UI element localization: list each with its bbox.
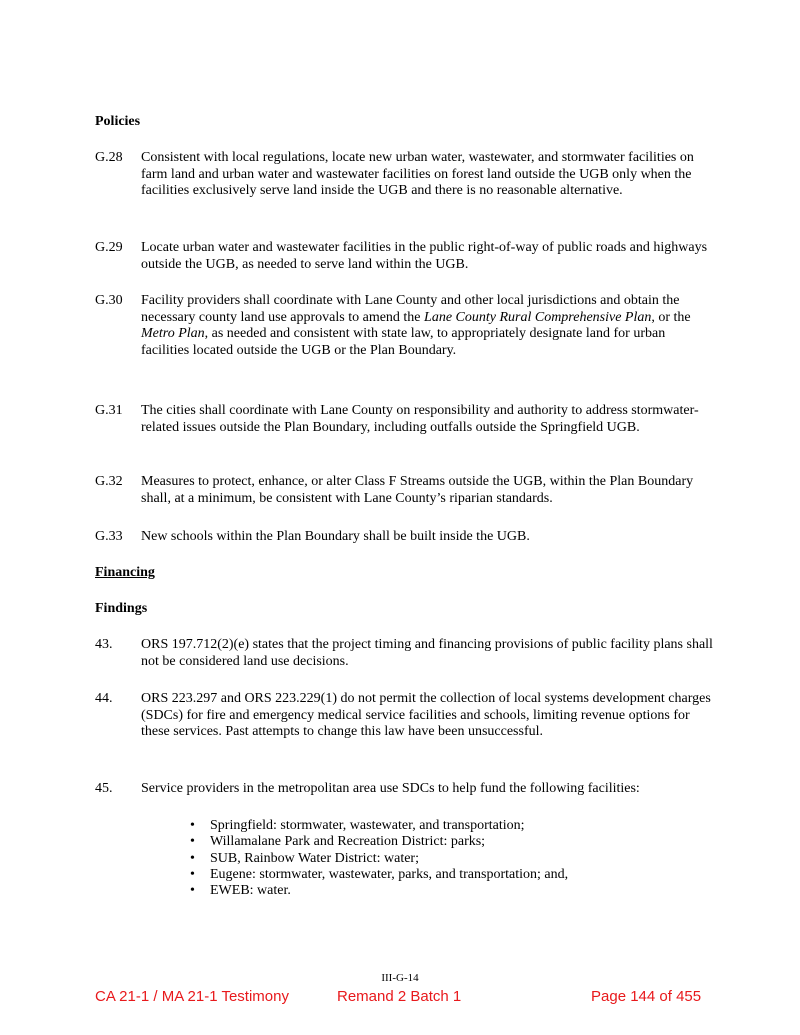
policy-number: G.29 [95, 240, 123, 255]
finding-text: Service providers in the metropolitan area use SDCs to help fund the following facilities: [141, 781, 640, 796]
policy-text-part: , as needed and consistent with state law, to appropriately designate land for urban facilities located outside the UGB or the Plan Boundary. [141, 326, 666, 358]
finding-45 [95, 781, 735, 798]
policy-number: G.32 [95, 474, 123, 489]
list-item [188, 834, 568, 850]
list-item [188, 851, 568, 867]
bullet-icon: • [190, 850, 195, 866]
financing-heading: Financing [95, 565, 155, 580]
policy-text: Measures to protect, enhance, or alter Class F Streams outside the UGB, within the Plan Boundary shall, at a minimum, be consistent with Lane County’s riparian standards. [141, 474, 694, 506]
plan-title-metro: Metro Plan [141, 326, 205, 341]
policy-text: Locate urban water and wastewater facilities in the public right-of-way of public roads and highways outside the UGB, as needed to serve land within the UGB. [141, 240, 708, 272]
bullet-icon: • [190, 883, 195, 899]
finding-44 [95, 691, 715, 741]
list-item [188, 818, 568, 834]
policy-text [141, 293, 715, 359]
policy-number: G.33 [95, 529, 123, 544]
policy-text: New schools within the Plan Boundary shall be built inside the UGB. [141, 529, 530, 544]
bullet-icon: • [190, 866, 195, 882]
finding-text: ORS 197.712(2)(e) states that the project timing and financing provisions of public facility plans shall not be considered land use decisions. [141, 637, 713, 669]
policy-number: G.31 [95, 403, 123, 418]
bullet-icon: • [190, 834, 195, 850]
policy-text-part: Facility providers shall coordinate with Lane County and other local jurisdictions and obtain the necessary county land use approvals to amend the [141, 293, 680, 325]
policy-number: G.28 [95, 150, 123, 165]
policies-heading: Policies [95, 114, 141, 129]
policy-text: The cities shall coordinate with Lane County on responsibility and authority to address stormwater-related issues outside the Plan Boundary, including outfalls outside the Springfield UGB. [141, 403, 699, 435]
list-item-text: EWEB: water. [210, 883, 291, 899]
page-number: III-G-14 [381, 972, 419, 984]
list-item [188, 883, 568, 899]
findings-heading: Findings [95, 601, 148, 616]
policy-g32 [95, 474, 715, 507]
sdc-facilities-list [188, 818, 568, 899]
finding-number: 45. [95, 781, 113, 796]
policy-g29 [95, 240, 715, 273]
policy-g28 [95, 150, 715, 200]
list-item-text: SUB, Rainbow Water District: water; [210, 850, 419, 866]
policy-text-part: , or the [651, 309, 691, 325]
list-item-text: Eugene: stormwater, wastewater, parks, and transportation; and, [210, 866, 569, 882]
plan-title-lane-county: Lane County Rural Comprehensive Plan [424, 309, 652, 325]
finding-number: 44. [95, 691, 113, 706]
list-item [188, 867, 568, 883]
list-item-text: Springfield: stormwater, wastewater, and transportation; [210, 818, 525, 833]
finding-text: ORS 223.297 and ORS 223.229(1) do not permit the collection of local systems development charges (SDCs) for fire and emergency medical service facilities and schools, limiting revenue options for these services. Past attempts to change this law have been unsuccessful. [141, 691, 711, 739]
policy-number: G.30 [95, 293, 123, 308]
policy-text: Consistent with local regulations, locate new urban water, wastewater, and stormwater facilities on farm land and urban water and wastewater facilities on forest land outside the UGB only when the facilities exclusively serve land inside the UGB and there is no reasonable alternative. [141, 150, 694, 198]
finding-43 [95, 637, 715, 670]
list-item-text: Willamalane Park and Recreation District: parks; [210, 834, 486, 850]
policy-g33 [95, 529, 715, 546]
policy-g30 [95, 293, 715, 359]
footer-batch-label: Remand 2 Batch 1 [337, 988, 462, 1005]
bullet-icon: • [190, 818, 195, 833]
footer-testimony-label: CA 21-1 / MA 21-1 Testimony [95, 988, 289, 1005]
finding-number: 43. [95, 637, 113, 652]
policy-g31 [95, 403, 715, 436]
footer-page-count: Page 144 of 455 [591, 988, 702, 1005]
